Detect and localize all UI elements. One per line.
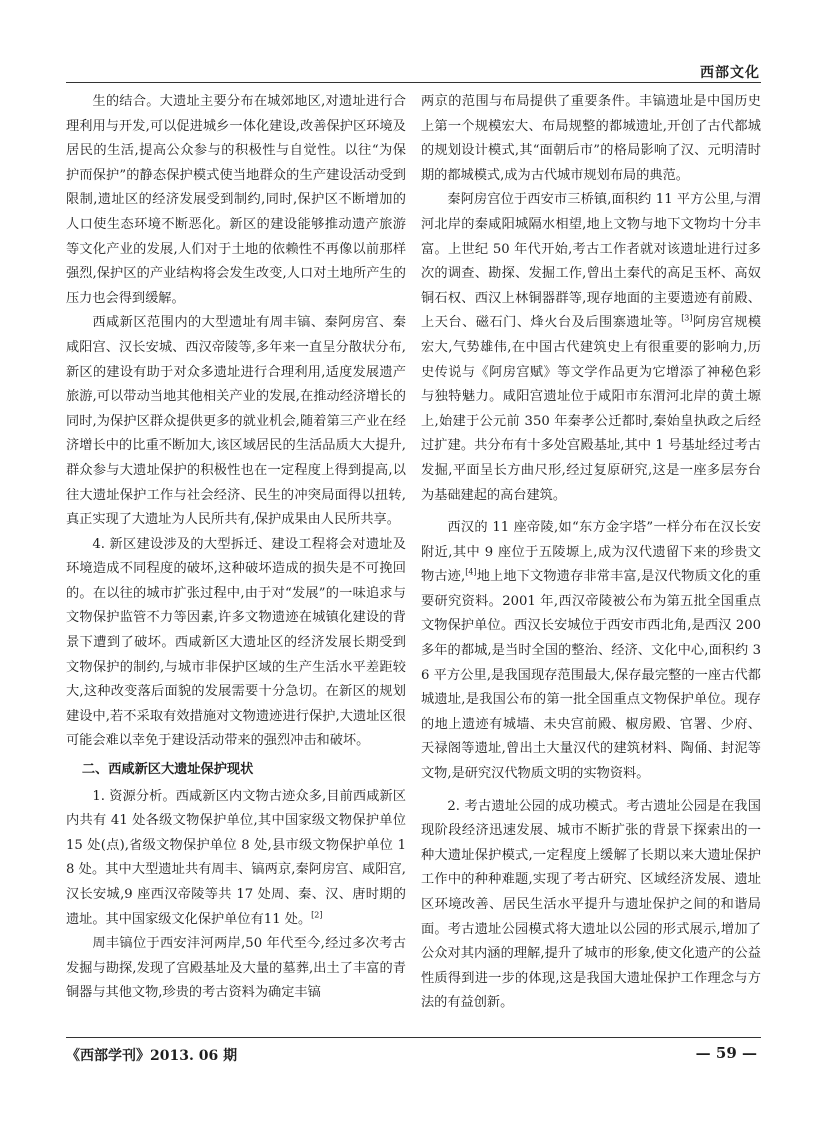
section-heading: 二、西咸新区大遗址保护现状	[81, 762, 254, 778]
paragraph-text: 两京的范围与布局提供了重要条件。丰镐遗址是中国历史上第一个规模宏大、布局规整的都城遗址,开创了古代都城的规划设计模式,其“面朝后市”的格局影响了汉、元明清时期的都城模式,成为古代城市规划布局的典范。	[421, 94, 761, 183]
paragraph-text: 西咸新区范围内的大型遗址有周丰镐、秦阿房宫、秦咸阳宫、汉长安城、西汉帝陵等,多年来一直呈分散状分布,新区的建设有助于对众多遗址进行合理利用,适度发展遗产旅游,可以带动当地其他相关产业的发展,在推动经济增长的同时,为保护区群众提供更多的就业机会,随着第三产业在经济增长中的比重不断加大,该区域居民的生活品质大大提升,群众参与大遗址保护的积极性也在一定程度上得到提高,以往大遗址保护工作与社会经济、民生的冲突局面得以扭转,真正实现了大遗址为人民所共有,保护成果由人民所共享。	[66, 315, 406, 528]
right-column	[421, 90, 761, 1016]
paragraph	[421, 795, 761, 1016]
journal-name: 《西部学刊》2013. 06 期	[66, 1048, 238, 1064]
paragraph-text: 地上地下文物遗存非常丰富,是汉代物质文化的重要研究资料。2001 年,西汉帝陵被公布为第五批全国重点文物保护单位。西汉长安城位于西安市西北角,是西汉 200 多年的都城,是当时全国的整治、经济、文化中心,面积约 36 平方公里,是我国现存范围最大,保存最完整的一座古代都城遗址,是我国公布的第一批全国重点文物保护单位。现存的地上遗迹有城墙、未央宫前殿、椒房殿、官署、少府、天禄阁等遗址,曾出土大量汉代的建筑材料、陶俑、封泥等文物,是研究汉代物质文明的实物资料。	[421, 569, 761, 782]
paragraph-text: 西汉的 11 座帝陵,如“东方金字塔”一样分布在汉长安附近,其中 9 座位于五陵塬上,成为汉代遗留下来的珍贵文物古迹,	[421, 520, 761, 585]
header-rule	[66, 82, 761, 83]
paragraph	[66, 311, 406, 532]
left-column	[66, 90, 406, 1006]
section-label: 西部文化	[700, 65, 760, 81]
footer-rule	[66, 1037, 761, 1038]
citation-ref: [3]	[681, 313, 693, 323]
paragraph-text: 秦阿房宫位于西安市三桥镇,面积约 11 平方公里,与渭河北岸的秦咸阳城隔水相望,地上文物与地下文物均十分丰富。上世纪 50 年代开始,考古工作者就对该遗址进行过多次的调查、勘探、发掘工作,曾出土秦代的高足玉杯、高奴铜石权、西汉上林铜器群等,现存地面的主要遗迹有前殿、上天台、磁石门、烽火台及后围寨遗址等。	[421, 192, 761, 331]
paragraph-text: 2. 考古遗址公园的成功模式。考古遗址公园是在我国现阶段经济迅速发展、城市不断扩张的背景下探索出的一种大遗址保护模式,一定程度上缓解了长期以来大遗址保护工作中的种种难题,实现了考古研究、区域经济发展、遗址区环境改善、居民生活水平提升与遗址保护之间的和谐局面。考古遗址公园模式将大遗址以公园的形式展示,增加了公众对其内涵的理解,提升了城市的形象,使文化遗产的公益性质得到进一步的体现,这是我国大遗址保护工作理念与方法的有益创新。	[421, 798, 761, 1011]
paragraph	[66, 785, 406, 933]
citation-ref: [2]	[311, 910, 323, 920]
paragraph	[66, 90, 406, 311]
paragraph-text: 1. 资源分析。西咸新区内文物古迹众多,目前西咸新区内共有 41 处各级文物保护单位,其中国家级文物保护单位 15 处(点),省级文物保护单位 8 处,县市级文物保护单位 18 处。其中大型遗址共有周丰、镐两京,秦阿房宫、咸阳宫,汉长安城,9 座西汉帝陵等共 17 处周、秦、汉、唐时期的遗址。其中国家级文化保护单位有11 处。	[66, 788, 406, 927]
paragraph	[421, 516, 761, 787]
paragraph-text: 周丰镐位于西安沣河两岸,50 年代至今,经过多次考古发掘与勘探,发现了宫殿基址及大量的墓葬,出土了丰富的青铜器与其他文物,珍贵的考古资料为确定丰镐	[66, 936, 406, 1001]
paragraph	[421, 188, 761, 508]
paragraph	[66, 932, 406, 1006]
paragraph	[66, 533, 406, 754]
paragraph-text: 4. 新区建设涉及的大型拆迁、建设工程将会对遗址及环境造成不同程度的破坏,这种破坏造成的损失是不可挽回的。在以往的城市扩张过程中,由于对“发展”的一味追求与文物保护监管不力等因素,许多文物遗迹在城镇化建设的背景下遭到了破坏。西咸新区大遗址区的经济发展长期受到文物保护的制约,与城市非保护区域的生产生活水平差距较大,这种改变落后面貌的发展需要十分急切。在新区的规划建设中,若不采取有效措施对文物遗迹进行保护,大遗址区很可能会难以幸免于建设活动带来的强烈冲击和破坏。	[66, 536, 406, 749]
paragraph	[421, 90, 761, 188]
paragraph-text: 阿房宫规模宏大,气势雄伟,在中国古代建筑史上有很重要的影响力,历史传说与《阿房宫赋》等文学作品更为它增添了神秘色彩与独特魅力。咸阳宫遗址位于咸阳市东渭河北岸的黄土塬上,始建于公元前 350 年秦孝公迁都时,秦始皇执政之后经过扩建。共分布有十多处宫殿基址,其中 1 号基址经过考古发掘,平面呈长方曲尺形,经过复原研究,这是一座多层夯台为基础建起的高台建筑。	[421, 315, 762, 503]
paragraph-text: 生的结合。大遗址主要分布在城郊地区,对遗址进行合理利用与开发,可以促进城乡一体化建设,改善保护区环境及居民的生活,提高公众参与的积极性与自觉性。以往“为保护而保护”的静态保护模式使当地群众的生产建设活动受到限制,遗址区的经济发展受到制约,同时,保护区不断增加的人口使生态环境不断恶化。新区的建设能够推动遗产旅游等文化产业的发展,人们对于土地的依赖性不再像以前那样强烈,保护区的产业结构将会发生改变,人口对土地所产生的压力也会得到缓解。	[66, 94, 406, 306]
citation-ref: [4]	[465, 567, 477, 577]
page-number: — 59 —	[695, 1044, 757, 1062]
